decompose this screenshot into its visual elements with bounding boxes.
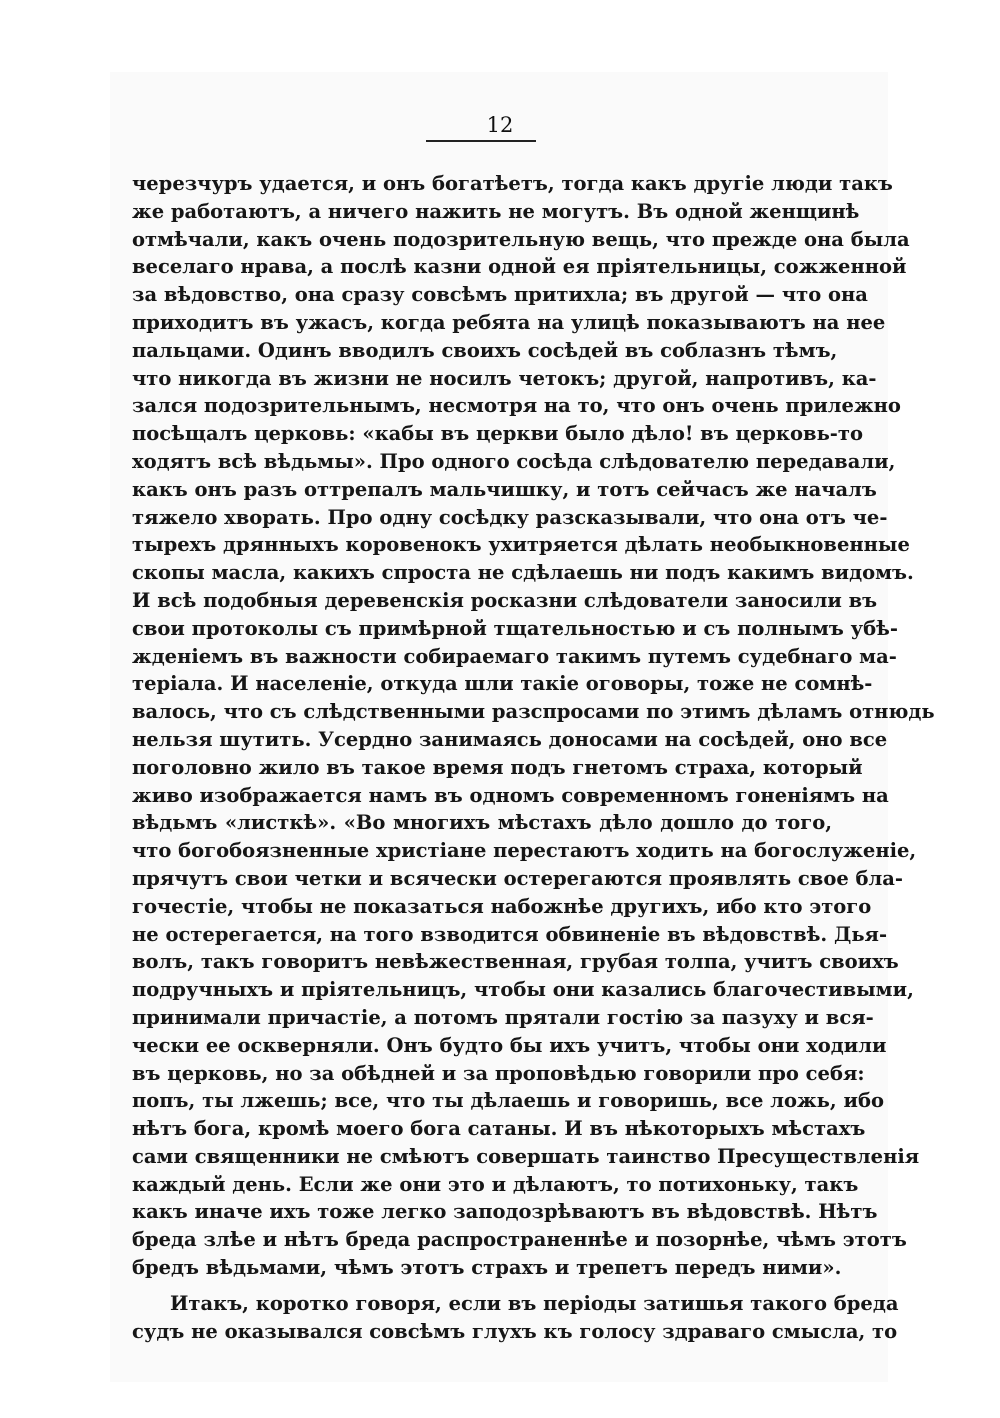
paragraph-2	[132, 1290, 899, 1346]
text-line: нѣтъ бога, кромѣ моего бога сатаны. И въ нѣкоторыхъ мѣстахъ	[132, 1117, 866, 1141]
text-line: ходятъ всѣ вѣдьмы». Про одного сосѣда слѣдователю передавали,	[132, 449, 896, 473]
text-line: вѣдьмъ «листкѣ». «Во многихъ мѣстахъ дѣло дошло до того,	[132, 811, 832, 835]
text-line: посѣщалъ церковь: «кабы въ церкви было дѣло! въ церковь-то	[132, 422, 863, 446]
text-line: какъ онъ разъ оттрепалъ мальчишку, и тотъ сейчасъ же началъ	[132, 477, 877, 501]
page-number: 12	[486, 113, 514, 137]
text-line: поголовно жило въ такое время подъ гнетомъ страха, который	[132, 755, 863, 779]
page-number-rule	[426, 140, 536, 142]
text-line: черезчуръ удается, и онъ богатѣетъ, тогда какъ другіе люди такъ	[132, 172, 893, 195]
text-line: приходитъ въ ужасъ, когда ребята на улицѣ показываютъ на нее	[132, 310, 886, 334]
text-line: что богобоязненные христіане перестаютъ ходить на богослуженіе,	[132, 839, 917, 863]
text-line: въ церковь, но за обѣдней и за проповѣдью говорили про себя:	[132, 1061, 865, 1085]
text-line: не остерегается, на того взводится обвиненіе въ вѣдовствѣ. Дья-	[132, 922, 888, 946]
text-line: нельзя шутить. Усердно занимаясь доносами на сосѣдей, оно все	[132, 727, 888, 751]
text-line: бреда злѣе и нѣтъ бреда распространеннѣе и позорнѣе, чѣмъ этотъ	[132, 1228, 907, 1252]
text-line: И всѣ подобныя деревенскія росказни слѣдователи заносили въ	[132, 588, 878, 612]
text-line: отмѣчали, какъ очень подозрительную вещь, что прежде она была	[132, 227, 910, 251]
paragraph-1	[132, 170, 935, 1282]
text-line: валось, что съ слѣдственными разспросами по этимъ дѣламъ отнюдь	[132, 700, 935, 724]
text-line: принимали причастіе, а потомъ прятали гостію за пазуху и вся-	[132, 1005, 874, 1029]
text-line: тырехъ дрянныхъ коровенокъ ухитряется дѣлать необыкновенные	[132, 533, 910, 557]
text-line: пальцами. Одинъ вводилъ своихъ сосѣдей въ соблазнъ тѣмъ,	[132, 338, 838, 362]
text-line: сами священники не смѣютъ совершать таинство Пресуществленія	[132, 1144, 920, 1168]
text-line: чески ее оскверняли. Онъ будто бы ихъ учитъ, чтобы они ходили	[132, 1033, 887, 1057]
text-line: прячутъ свои четки и всячески остерегаются проявлять свое бла-	[132, 866, 904, 890]
text-line: свои протоколы съ примѣрной тщательностью и съ полнымъ убѣ-	[132, 616, 898, 640]
text-line: волъ, такъ говоритъ невѣжественная, грубая толпа, учитъ своихъ	[132, 950, 899, 974]
text-line: бредъ вѣдьмами, чѣмъ этотъ страхъ и трепетъ передъ ними».	[132, 1256, 842, 1280]
text-line: тяжело хворать. Про одну сосѣдку разсказывали, что она отъ че-	[132, 505, 888, 529]
text-line: живо изображается намъ въ одномъ современномъ гоненіямъ на	[132, 783, 889, 807]
paragraph-gap	[132, 1282, 832, 1290]
text-line: теріала. И населеніе, откуда шли такіе оговоры, тоже не сомнѣ-	[132, 672, 873, 696]
text-line: за вѣдовство, она сразу совсѣмъ притихла; въ другой — что она	[132, 283, 868, 307]
text-line: скопы масла, какихъ спроста не сдѣлаешь ни подъ какимъ видомъ.	[132, 561, 914, 585]
text-line: же работаютъ, а ничего нажить не могутъ. Въ одной женщинѣ	[132, 199, 860, 223]
text-line: что никогда въ жизни не носилъ четокъ; другой, напротивъ, ка-	[132, 366, 877, 390]
text-line: судъ не оказывался совсѣмъ глухъ къ голосу здраваго смысла, то	[132, 1319, 898, 1343]
text-line: жденіемъ въ важности собираемаго такимъ путемъ судебнаго ма-	[132, 644, 897, 668]
text-line: веселаго нрава, а послѣ казни одной ея пріятельницы, сожженной	[132, 255, 907, 279]
text-line: каждый день. Если же они это и дѣлаютъ, то потихоньку, такъ	[132, 1172, 859, 1196]
text-line: зался подозрительнымъ, несмотря на то, что онъ очень прилежно	[132, 394, 901, 418]
text-line: попъ, ты лжешь; все, что ты дѣлаешь и говоришь, все ложь, ибо	[132, 1089, 884, 1113]
text-line: подручныхъ и пріятельницъ, чтобы они казались благочестивыми,	[132, 978, 914, 1002]
text-line: какъ иначе ихъ тоже легко заподозрѣваютъ въ вѣдовствѣ. Нѣтъ	[132, 1200, 878, 1224]
body-text	[132, 170, 935, 1345]
text-line: Итакъ, коротко говоря, если въ періоды затишья такого бреда	[170, 1291, 899, 1315]
text-line: гочестіе, чтобы не показаться набожнѣе другихъ, ибо кто этого	[132, 894, 872, 918]
